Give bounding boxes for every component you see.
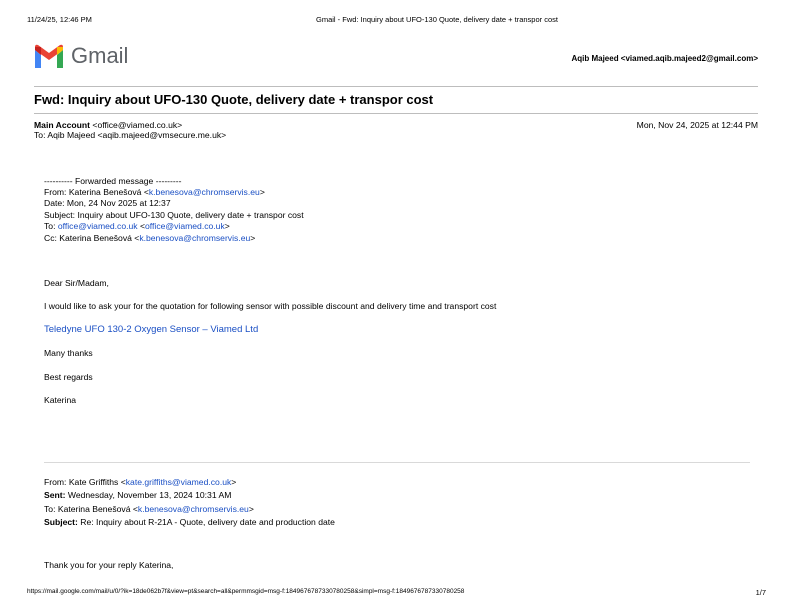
subject-divider bbox=[34, 113, 758, 114]
product-link[interactable]: Teledyne UFO 130-2 Oxygen Sensor – Viamed Ltd bbox=[44, 324, 259, 335]
forward-to-suffix: > bbox=[224, 221, 230, 231]
quoted-from bbox=[44, 477, 236, 488]
regards-text: Best regards bbox=[44, 372, 93, 382]
quote-divider bbox=[44, 462, 750, 463]
gmail-brand: Gmail bbox=[71, 43, 129, 68]
quoted-to-suffix: > bbox=[248, 504, 254, 514]
forward-divider: ---------- Forwarded message --------- bbox=[44, 176, 182, 186]
forward-cc-suffix: > bbox=[250, 233, 256, 243]
page-number: 1/7 bbox=[755, 588, 766, 597]
gmail-logo-icon[interactable] bbox=[33, 44, 65, 70]
quoted-from-email[interactable]: kate.griffiths@viamed.co.uk bbox=[125, 477, 232, 487]
quoted-sent bbox=[44, 490, 231, 501]
sender-name: Main Account bbox=[34, 120, 91, 130]
forward-to-email[interactable]: office@viamed.co.uk bbox=[57, 221, 138, 231]
forward-from bbox=[44, 187, 265, 198]
print-title: Gmail - Fwd: Inquiry about UFO-130 Quote, delivery date + transpor cost bbox=[316, 15, 558, 24]
quoted-to bbox=[44, 504, 254, 515]
greeting: Dear Sir/Madam, bbox=[44, 278, 109, 288]
forward-cc-email[interactable]: k.benesova@chromservis.eu bbox=[139, 233, 251, 243]
forward-cc bbox=[44, 233, 255, 244]
forward-from-suffix: > bbox=[259, 187, 265, 197]
quoted-to-email[interactable]: k.benesova@chromservis.eu bbox=[137, 504, 249, 514]
quoted-from-suffix: > bbox=[231, 477, 237, 487]
quoted-sent-label: Sent: bbox=[44, 490, 66, 500]
forward-to bbox=[44, 221, 230, 232]
print-url: https://mail.google.com/mail/u/0/?ik=18de062b7f&view=pt&search=all&permmsgid=msg-f:1849676787330780258&simpl=msg-f:1849676787330780258 bbox=[27, 588, 465, 595]
quoted-sent-value: Wednesday, November 13, 2024 10:31 AM bbox=[65, 490, 232, 500]
forward-to-mid: < bbox=[137, 221, 146, 231]
forward-subject: Subject: Inquiry about UFO-130 Quote, delivery date + transpor cost bbox=[44, 210, 304, 220]
recipient-line: To: Aqib Majeed <aqib.majeed@vmsecure.me.uk> bbox=[34, 130, 227, 140]
forward-to-label: To: bbox=[44, 221, 58, 231]
thanks-text: Many thanks bbox=[44, 348, 93, 358]
account-email: Aqib Majeed <viamed.aqib.majeed2@gmail.com> bbox=[571, 54, 758, 63]
quoted-subject-value: Re: Inquiry about R-21A - Quote, delivery date and production date bbox=[77, 517, 335, 527]
sender-email[interactable]: <office@viamed.co.uk> bbox=[92, 120, 183, 130]
header-divider bbox=[34, 86, 758, 87]
forward-to-email-2[interactable]: office@viamed.co.uk bbox=[145, 221, 225, 231]
request-text: I would like to ask your for the quotation for following sensor with possible discount and delivery time and transport cost bbox=[44, 301, 497, 311]
email-subject: Fwd: Inquiry about UFO-130 Quote, delivery date + transpor cost bbox=[34, 92, 434, 107]
forward-date: Date: Mon, 24 Nov 2025 at 12:37 bbox=[44, 198, 171, 208]
print-datetime: 11/24/25, 12:46 PM bbox=[27, 15, 92, 24]
quoted-to-label: To: Katerina Benešová < bbox=[44, 504, 138, 514]
message-date: Mon, Nov 24, 2025 at 12:44 PM bbox=[636, 120, 758, 130]
forward-cc-label: Cc: Katerina Benešová < bbox=[44, 233, 140, 243]
forward-from-label: From: Katerina Benešová < bbox=[44, 187, 149, 197]
reply-text: Thank you for your reply Katerina, bbox=[44, 560, 174, 570]
quoted-subject bbox=[44, 517, 335, 528]
forward-from-email[interactable]: k.benesova@chromservis.eu bbox=[148, 187, 260, 197]
quoted-subject-label: Subject: bbox=[44, 517, 78, 527]
signature-name: Katerina bbox=[44, 395, 77, 405]
quoted-from-label: From: Kate Griffiths < bbox=[44, 477, 126, 487]
